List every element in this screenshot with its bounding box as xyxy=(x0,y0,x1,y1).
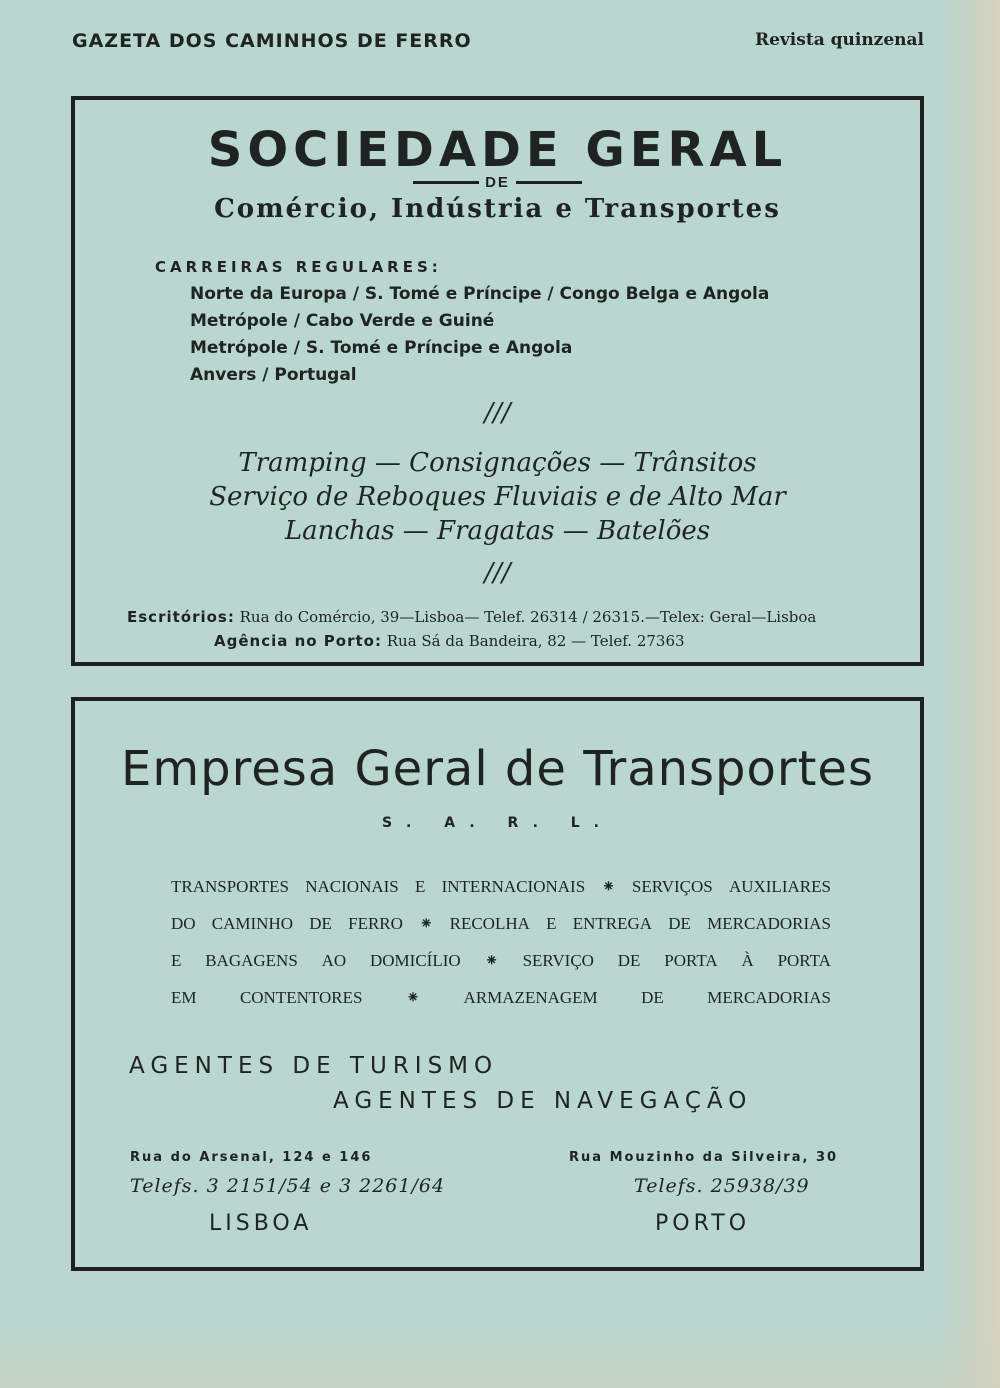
service-word: DE xyxy=(668,914,691,933)
service-word: CONTENTORES xyxy=(239,988,363,1007)
ad1-porto-label: Agência no Porto: xyxy=(214,632,382,650)
ad2-agents-turismo: AGENTES DE TURISMO xyxy=(129,1053,499,1079)
service-word: ENTREGA xyxy=(572,914,653,933)
ad1-rule-left xyxy=(413,181,479,184)
ad-sociedade-geral xyxy=(71,96,924,666)
ad2-lisboa-phones: Telefs. 3 2151/54 e 3 2261/64 xyxy=(130,1175,446,1197)
asterism-icon: ⁕ xyxy=(601,877,616,896)
ad-empresa-geral xyxy=(71,697,924,1271)
service-word: DE xyxy=(617,951,641,970)
ad2-services-line xyxy=(171,877,831,897)
service-word: DO xyxy=(171,914,196,933)
service-word: SERVIÇOS xyxy=(631,877,713,896)
service-word: DOMICÍLIO xyxy=(370,951,461,970)
ad2-agents-navegacao: AGENTES DE NAVEGAÇÃO xyxy=(333,1088,753,1114)
service-word: NACIONAIS xyxy=(305,877,399,896)
service-word: E xyxy=(546,914,557,933)
ad1-route: Anvers / Portugal xyxy=(190,365,357,385)
ad1-route: Metrópole / Cabo Verde e Guiné xyxy=(190,311,495,331)
service-word: RECOLHA xyxy=(449,914,530,933)
ad1-route: Metrópole / S. Tomé e Príncipe e Angola xyxy=(190,338,573,358)
service-word: INTERNACIONAIS xyxy=(441,877,586,896)
service-word: PORTA xyxy=(777,951,831,970)
ad2-porto-city: PORTO xyxy=(655,1211,751,1236)
publication-title: GAZETA DOS CAMINHOS DE FERRO xyxy=(72,30,472,52)
service-word: TRANSPORTES xyxy=(171,877,290,896)
service-word: E xyxy=(414,877,426,896)
ad2-suffix: S. A. R. L. xyxy=(381,815,614,831)
service-word: MERCADORIAS xyxy=(707,988,831,1007)
ad1-carreiras-heading: CARREIRAS REGULARES: xyxy=(155,258,442,276)
service-word: ARMAZENAGEM xyxy=(463,988,598,1007)
service-word: DE xyxy=(641,988,664,1007)
page-bottom-shading xyxy=(0,1318,1000,1388)
asterism-icon: ⁕ xyxy=(484,951,499,970)
service-word: SERVIÇO xyxy=(522,951,594,970)
ad1-service-line: Tramping — Consignações — Trânsitos xyxy=(238,448,757,478)
ad2-title: Empresa Geral de Transportes xyxy=(121,741,874,797)
ad1-porto-text: Rua Sá da Bandeira, 82 — Telef. 27363 xyxy=(386,632,685,650)
ad1-route: Norte da Europa / S. Tomé e Príncipe / Congo Belga e Angola xyxy=(190,284,770,304)
service-word: DE xyxy=(309,914,332,933)
service-word: EM xyxy=(171,988,197,1007)
publication-frequency: Revista quinzenal xyxy=(754,30,924,50)
ad1-rule-right xyxy=(516,181,582,184)
ad2-services-line xyxy=(171,988,831,1008)
ad1-offices-text: Rua do Comércio, 39—Lisboa— Telef. 26314 / 26315.—Telex: Geral—Lisboa xyxy=(239,608,817,626)
service-word: BAGAGENS xyxy=(205,951,298,970)
service-word: FERRO xyxy=(348,914,403,933)
service-word: MERCADORIAS xyxy=(707,914,831,933)
ad2-porto-street: Rua Mouzinho da Silveira, 30 xyxy=(569,1150,839,1165)
service-word: PORTA xyxy=(664,951,718,970)
asterism-icon: ⁕ xyxy=(405,988,421,1007)
service-word: AUXILIARES xyxy=(728,877,831,896)
ad1-offices-label: Escritórios: xyxy=(127,608,235,626)
ad2-services-line xyxy=(171,914,831,934)
ad1-service-line: Serviço de Reboques Fluviais e de Alto Mar xyxy=(209,482,786,512)
asterism-icon: ⁕ xyxy=(419,914,434,933)
ad1-service-line: Lanchas — Fragatas — Batelões xyxy=(284,516,711,546)
ad2-lisboa-street: Rua do Arsenal, 124 e 146 xyxy=(130,1150,373,1165)
ad1-porto-line xyxy=(214,632,685,650)
ad2-lisboa-city: LISBOA xyxy=(209,1211,313,1236)
running-head xyxy=(72,30,924,60)
page-edge-shading xyxy=(938,0,1000,1388)
service-word: À xyxy=(741,951,754,970)
service-word: AO xyxy=(321,951,347,970)
ad2-porto-phones: Telefs. 25938/39 xyxy=(634,1175,810,1197)
ad1-connector: DE xyxy=(485,174,510,192)
ad1-separator-top: /// xyxy=(484,398,511,428)
ad1-title: SOCIEDADE GERAL xyxy=(207,122,788,178)
ad2-services-line xyxy=(171,951,831,971)
ad1-offices-line xyxy=(127,608,816,626)
ad1-separator-bottom: /// xyxy=(484,558,511,588)
ad1-subtitle: Comércio, Indústria e Transportes xyxy=(214,194,781,224)
service-word: CAMINHO xyxy=(211,914,294,933)
service-word: E xyxy=(171,951,182,970)
